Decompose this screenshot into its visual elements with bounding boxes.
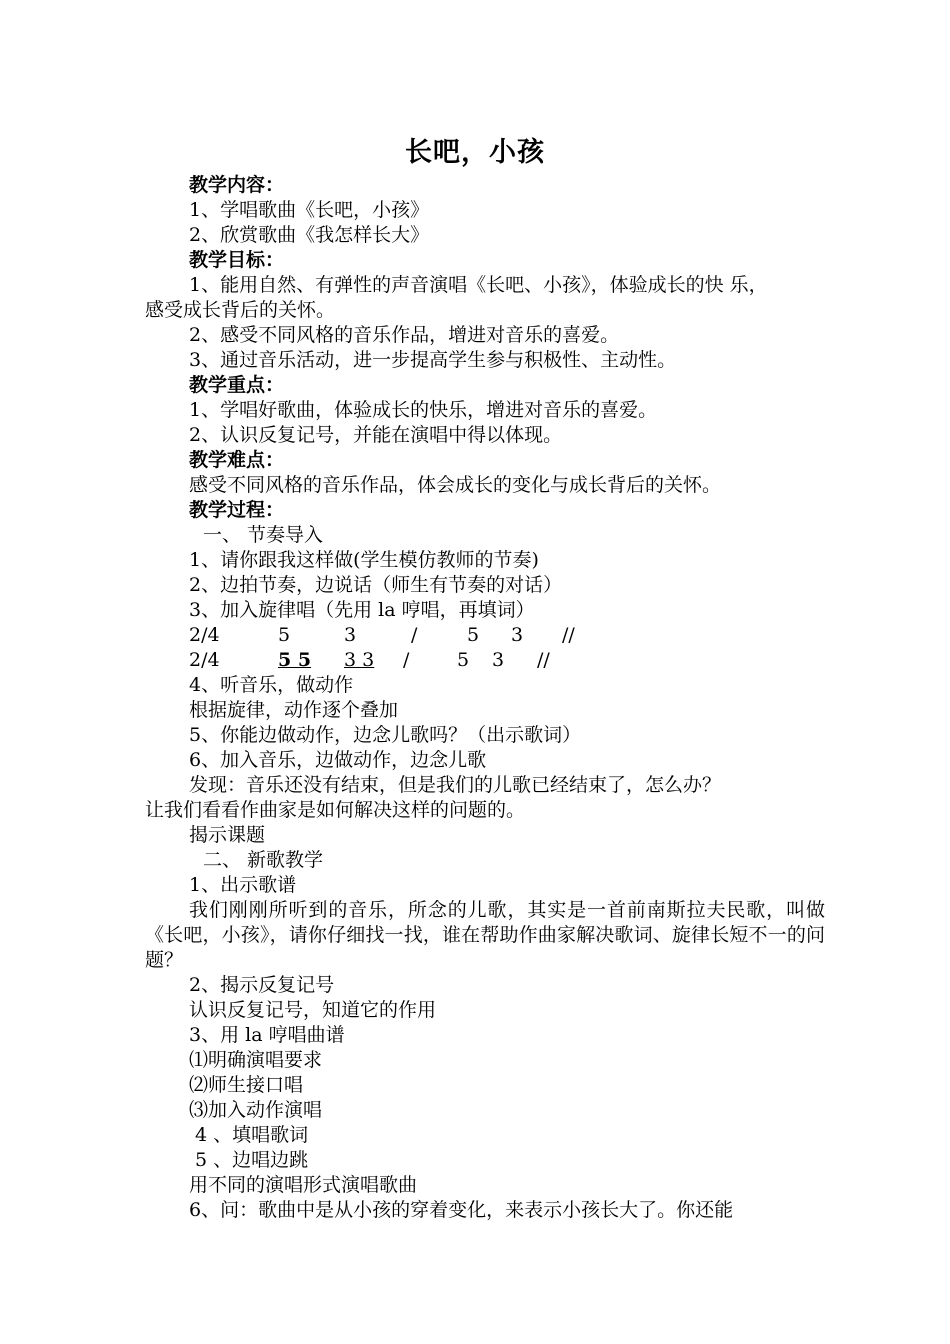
process-step-detail: 认识反复记号，知道它的作用 <box>189 999 437 1021</box>
bar-line: / <box>411 624 418 646</box>
goal-item: 2、感受不同风格的音乐作品，增进对音乐的喜爱。 <box>189 324 620 346</box>
rhythm-line-2 <box>145 648 825 673</box>
process-step: 1、出示歌谱 <box>189 874 297 896</box>
section-heading-key-points: 教学重点： <box>189 374 285 396</box>
end-bar-line: // <box>562 624 575 646</box>
note: 3 <box>492 649 505 671</box>
process-step: 3、加入旋律唱（先用 la 哼唱，再填词） <box>189 599 535 621</box>
content-item: 1、学唱歌曲《长吧，小孩》 <box>189 199 430 221</box>
time-signature: 2/4 <box>189 649 220 671</box>
note: 3 <box>511 624 524 646</box>
process-step: 2、揭示反复记号 <box>189 974 335 996</box>
process-step: 4、听音乐，做动作 <box>189 674 354 696</box>
time-signature: 2/4 <box>189 624 220 646</box>
note: 3 <box>344 624 357 646</box>
goal-item-continued: 感受成长背后的关怀。 <box>145 299 336 321</box>
process-step: 3、用 la 哼唱曲谱 <box>189 1024 345 1046</box>
process-step: 5、你能边做动作，边念儿歌吗？（出示歌词） <box>189 724 582 746</box>
note: 5 <box>457 649 470 671</box>
sub-step: ⑴明确演唱要求 <box>189 1049 323 1071</box>
note-pair-eighth: 5 5 <box>278 649 312 671</box>
process-step: 1、请你跟我这样做(学生模仿教师的节奏) <box>189 549 539 571</box>
process-step-detail: 用不同的演唱形式演唱歌曲 <box>189 1174 418 1196</box>
process-step: 5 、边唱边跳 <box>189 1149 309 1171</box>
process-step-detail: 根据旋律，动作逐个叠加 <box>189 699 399 721</box>
section-heading-process: 教学过程： <box>189 499 285 521</box>
paragraph-song-intro: 我们刚刚所听到的音乐，所念的儿歌，其实是一首前南斯拉夫民歌，叫做《长吧，小孩》，请你仔细找一找，谁在帮助作曲家解决歌词、旋律长短不一的问题？ <box>145 899 825 971</box>
discovery-text: 发现：音乐还没有结束，但是我们的儿歌已经结束了，怎么办？ <box>189 774 722 796</box>
goal-item: 1、能用自然、有弹性的声音演唱《长吧、小孩》，体验成长的快 乐， <box>189 274 768 296</box>
section-heading-content: 教学内容： <box>189 174 285 196</box>
process-step: 4 、填唱歌词 <box>189 1124 309 1146</box>
process-step: 6、问：歌曲中是从小孩的穿着变化，来表示小孩长大了。你还能 <box>189 1199 734 1221</box>
content-item: 2、欣赏歌曲《我怎样长大》 <box>189 224 430 246</box>
key-point-item: 1、学唱好歌曲，体验成长的快乐，增进对音乐的喜爱。 <box>189 399 658 421</box>
section-heading-difficulties: 教学难点： <box>189 449 285 471</box>
note: 5 <box>467 624 480 646</box>
note: 5 <box>278 624 291 646</box>
bar-line: / <box>403 649 410 671</box>
process-step: 2、边拍节奏，边说话（师生有节奏的对话） <box>189 574 563 596</box>
process-step: 6、加入音乐，边做动作，边念儿歌 <box>189 749 487 771</box>
sub-step: ⑵师生接口唱 <box>189 1074 304 1096</box>
goal-item: 3、通过音乐活动，进一步提高学生参与积极性、主动性。 <box>189 349 677 371</box>
key-point-item: 2、认识反复记号，并能在演唱中得以体现。 <box>189 424 563 446</box>
rhythm-line-1 <box>145 623 825 648</box>
process-part-heading: 一、 节奏导入 <box>203 524 324 546</box>
end-bar-line: // <box>537 649 550 671</box>
page-title: 长吧，小孩 <box>405 137 545 168</box>
process-part-heading: 二、 新歌教学 <box>203 849 324 871</box>
sub-step: ⑶加入动作演唱 <box>189 1099 323 1121</box>
difficulty-item: 感受不同风格的音乐作品，体会成长的变化与成长背后的关怀。 <box>189 474 722 496</box>
discovery-text-continued: 让我们看看作曲家是如何解决这样的问题的。 <box>145 799 526 821</box>
note-pair-eighth: 3 3 <box>344 649 375 671</box>
section-heading-goals: 教学目标： <box>189 249 285 271</box>
reveal-topic: 揭示课题 <box>189 824 266 846</box>
